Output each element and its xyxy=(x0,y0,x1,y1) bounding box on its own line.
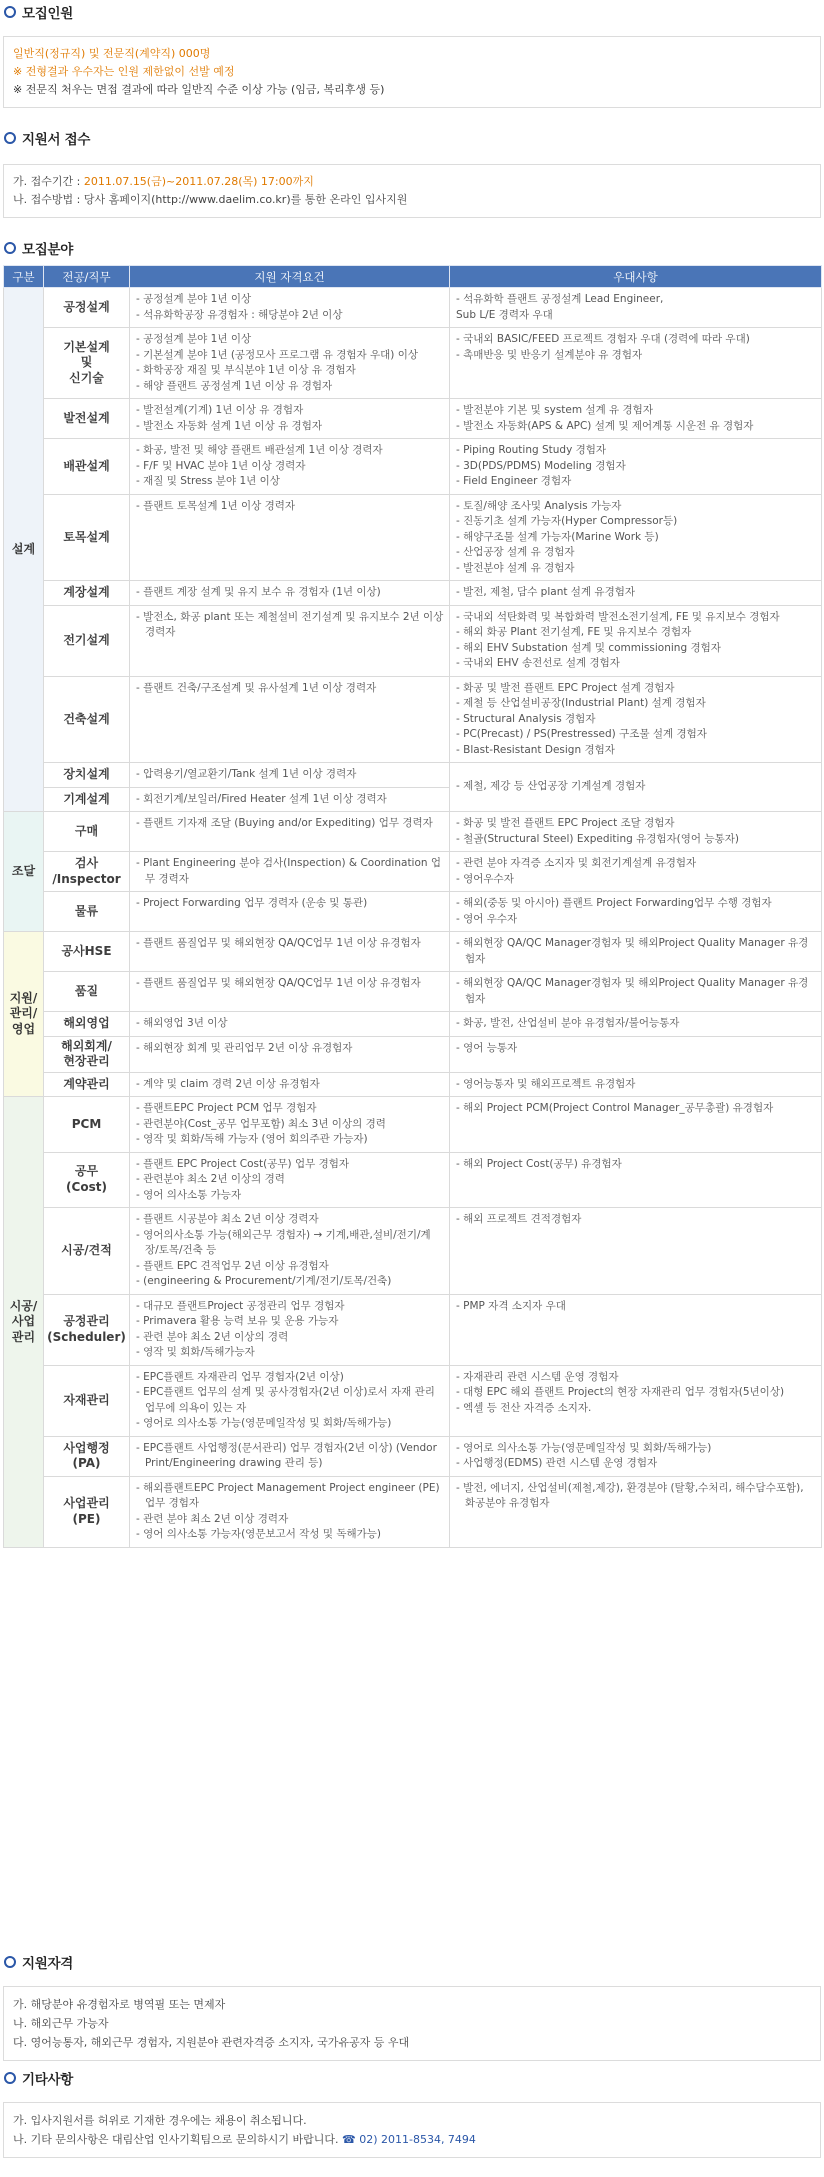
requirement-item: - 플랜트 품질업무 및 해외현장 QA/QC업무 1년 이상 유경험자 xyxy=(136,977,421,989)
preference-item: - 산업공장 설계 유 경험자 xyxy=(456,546,575,558)
preference-item: - 해외 프로젝트 견적경험자 xyxy=(456,1213,582,1225)
requirement-item: - 발전설계(기계) 1년 이상 유 경험자 xyxy=(136,404,304,416)
preferences-cell xyxy=(450,439,822,495)
requirements-cell xyxy=(130,763,450,788)
preferences-list xyxy=(456,610,816,672)
requirements-list xyxy=(136,1370,444,1432)
header-group: 구분 xyxy=(4,266,44,288)
preferences-list xyxy=(456,1212,816,1228)
preferences-cell xyxy=(450,1097,822,1153)
requirements-cell xyxy=(130,605,450,676)
requirements-list xyxy=(136,443,444,490)
preference-item: - 철골(Structural Steel) Expediting 유경험자(영어 능통자) xyxy=(456,832,739,845)
table-row xyxy=(4,852,822,892)
preferences-cell xyxy=(450,399,822,439)
requirements-list xyxy=(136,1157,444,1204)
preference-item: - 해외 Project Cost(공무) 유경험자 xyxy=(456,1157,622,1170)
preferences-cell xyxy=(450,972,822,1012)
requirements-cell xyxy=(130,399,450,439)
position-cell: 기계설계 xyxy=(44,787,130,812)
requirement-item: - 플랜트 EPC Project Cost(공무) 업무 경험자 xyxy=(136,1157,350,1170)
preference-item: - PC(Precast) / PS(Prestressed) 구조물 설계 경험자 xyxy=(456,728,707,740)
requirements-cell xyxy=(130,932,450,972)
qualify-box xyxy=(3,1986,821,2061)
preference-item: - 제철, 제강 등 산업공장 기계설계 경험자 xyxy=(456,780,646,793)
recruit-line1: 일반직(정규직) 및 전문직(계약직) 000명 xyxy=(13,47,211,60)
requirements-cell xyxy=(130,1436,450,1476)
position-cell: 시공/견적 xyxy=(44,1208,130,1295)
requirement-item: - 석유화학공장 유경험자 : 해당분야 2년 이상 xyxy=(136,308,343,321)
requirement-item: - 화학공장 재질 및 부식분야 1년 이상 유 경험자 xyxy=(136,364,356,376)
preferences-cell xyxy=(450,1036,822,1072)
requirement-item: - 관련분야 최소 2년 이상의 경력 xyxy=(136,1173,285,1185)
apply-period xyxy=(13,173,811,191)
preference-item: - 발전분야 설계 유 경험자 xyxy=(456,561,575,574)
requirements-list xyxy=(136,1441,444,1472)
bullet-circle-icon xyxy=(4,2072,16,2084)
preferences-cell xyxy=(450,494,822,581)
requirement-item: - 압력용기/열교환기/Tank 설계 1년 이상 경력자 xyxy=(136,768,357,780)
requirements-list xyxy=(136,681,444,697)
recruit-line2: ※ 전형결과 우수자는 인원 제한없이 선발 예정 xyxy=(13,65,235,78)
requirements-cell xyxy=(130,1365,450,1436)
requirements-cell xyxy=(130,676,450,763)
position-cell: 품질 xyxy=(44,972,130,1012)
preferences-list xyxy=(456,1157,816,1173)
position-cell: 장치설계 xyxy=(44,763,130,788)
requirement-item: - 플랜트 기자재 조달 (Buying and/or Expediting) 업무 경력자 xyxy=(136,817,433,829)
recruit-box xyxy=(3,36,821,108)
group-cell: 지원/ 관리/ 영업 xyxy=(4,932,44,1097)
requirements-cell xyxy=(130,328,450,399)
etc-title: 기타사항 xyxy=(22,2072,73,2088)
requirement-item: - F/F 및 HVAC 분야 1년 이상 경력자 xyxy=(136,459,306,472)
preference-item: - 자재관리 관련 시스템 운영 경험자 xyxy=(456,1370,619,1383)
position-cell: 공무 (Cost) xyxy=(44,1152,130,1208)
qualify-line: 다. 영어능통자, 해외근무 경험자, 지원분야 관련자격증 소지자, 국가유공자 등 우대 xyxy=(13,2036,410,2049)
preferences-list xyxy=(456,1481,816,1512)
table-row xyxy=(4,1294,822,1365)
preferences-cell xyxy=(450,1012,822,1037)
requirement-item: - 계약 및 claim 경력 2년 이상 유경험자 xyxy=(136,1077,320,1090)
table-row xyxy=(4,812,822,852)
position-cell: 자재관리 xyxy=(44,1365,130,1436)
position-cell: 해외회계/ 현장관리 xyxy=(44,1036,130,1072)
table-row xyxy=(4,1152,822,1208)
preferences-list xyxy=(456,292,816,323)
requirement-item: - 공정설계 분야 1년 이상 xyxy=(136,333,252,345)
table-row xyxy=(4,1436,822,1476)
requirement-item: - 영어 의사소통 가능자(영문보고서 작성 및 독해가능) xyxy=(136,1528,382,1540)
table-row xyxy=(4,494,822,581)
requirement-item: - 플랜트 시공분야 최소 2년 이상 경력자 xyxy=(136,1213,319,1225)
requirement-item: - 플랜트 EPC 견적업무 2년 이상 유경험자 xyxy=(136,1259,329,1272)
etc-section xyxy=(0,2070,824,2158)
bullet-circle-icon xyxy=(4,242,16,254)
requirement-item: - 대규모 플랜트Project 공정관리 업무 경험자 xyxy=(136,1299,345,1312)
preference-item: - PMP 자격 소지자 우대 xyxy=(456,1299,566,1312)
preferences-list xyxy=(456,896,816,927)
preferences-list xyxy=(456,1041,816,1057)
preferences-list xyxy=(456,1441,816,1472)
requirements-list xyxy=(136,1041,444,1057)
preference-item: Sub L/E 경력자 우대 xyxy=(456,308,553,321)
preferences-cell xyxy=(450,1072,822,1097)
position-cell: 물류 xyxy=(44,892,130,932)
preference-item: - 발전분야 기본 및 system 설계 유 경험자 xyxy=(456,404,653,416)
preferences-cell xyxy=(450,581,822,606)
position-cell: 계약관리 xyxy=(44,1072,130,1097)
group-cell: 조달 xyxy=(4,812,44,932)
preferences-list xyxy=(456,816,816,847)
apply-heading xyxy=(4,130,824,146)
group-cell: 시공/ 사업 관리 xyxy=(4,1097,44,1548)
header-requirements: 지원 자격요건 xyxy=(130,266,450,288)
requirements-cell xyxy=(130,1072,450,1097)
table-row xyxy=(4,972,822,1012)
preference-item: - 3D(PDS/PDMS) Modeling 경험자 xyxy=(456,459,626,472)
requirement-item: - 플랜트 계장 설계 및 유지 보수 유 경험자 (1년 이상) xyxy=(136,586,381,598)
preference-item: - 관련 분야 자격증 소지자 및 회전기계설계 유경험자 xyxy=(456,857,697,869)
header-position: 전공/직무 xyxy=(44,266,130,288)
requirements-cell xyxy=(130,1294,450,1365)
table-row xyxy=(4,1476,822,1547)
requirements-list xyxy=(136,767,444,783)
preferences-cell xyxy=(450,1152,822,1208)
position-cell: 구매 xyxy=(44,812,130,852)
requirement-item: - 재질 및 Stress 분야 1년 이상 xyxy=(136,475,280,487)
position-cell: 발전설계 xyxy=(44,399,130,439)
preference-item: - 화공 및 발전 플랜트 EPC Project 조달 경험자 xyxy=(456,817,675,829)
position-cell: 사업관리 (PE) xyxy=(44,1476,130,1547)
preference-item: - 영어로 의사소통 가능(영문메일작성 및 회화/독해가능) xyxy=(456,1441,712,1454)
fields-heading xyxy=(4,240,824,256)
requirements-cell xyxy=(130,972,450,1012)
preferences-cell xyxy=(450,676,822,763)
preferences-cell xyxy=(450,852,822,892)
position-cell: PCM xyxy=(44,1097,130,1153)
preferences-cell xyxy=(450,1436,822,1476)
table-row xyxy=(4,605,822,676)
requirement-item: - Plant Engineering 분야 검사(Inspection) & Coordination 업무 경력자 xyxy=(136,857,442,885)
requirements-cell xyxy=(130,787,450,812)
position-cell: 검사 /Inspector xyxy=(44,852,130,892)
preferences-list xyxy=(456,681,816,759)
requirements-cell xyxy=(130,288,450,328)
table-row xyxy=(4,1072,822,1097)
table-header-row xyxy=(4,266,822,288)
requirement-item: - 발전소, 화공 plant 또는 제철설비 전기설계 및 유지보수 2년 이상 경력자 xyxy=(136,610,444,638)
position-cell: 공정관리 (Scheduler) xyxy=(44,1294,130,1365)
etc-box xyxy=(3,2102,821,2158)
preference-item: - 해외 EHV Substation 설계 및 commissioning 경험자 xyxy=(456,641,721,654)
preference-item: - Field Engineer 경험자 xyxy=(456,475,572,487)
bullet-circle-icon xyxy=(4,6,16,18)
requirement-item: - 기본설계 분야 1년 (공정모사 프로그램 유 경험자 우대) 이상 xyxy=(136,348,418,361)
apply-period-label: 가. 접수기간 : xyxy=(13,175,84,188)
fields-section xyxy=(0,240,824,256)
preferences-cell xyxy=(450,1476,822,1547)
requirements-list xyxy=(136,585,444,601)
requirements-list xyxy=(136,499,444,515)
requirement-item: - 회전기계/보일러/Fired Heater 설계 1년 이상 경력자 xyxy=(136,792,387,805)
preference-item: - 발전, 제철, 담수 plant 설계 유경험자 xyxy=(456,586,635,598)
qualify-line: 나. 해외근무 가능자 xyxy=(13,2017,109,2030)
preferences-list xyxy=(456,976,816,1007)
preference-item: - 진동기초 설계 가능자(Hyper Compressor등) xyxy=(456,515,678,527)
etc-line2-text: 나. 기타 문의사항은 대림산업 인사기획팀으로 문의하시기 바랍니다. xyxy=(13,2133,339,2146)
preferences-cell xyxy=(450,892,822,932)
preference-item: - Blast-Resistant Design 경험자 xyxy=(456,743,615,756)
position-cell: 토목설계 xyxy=(44,494,130,581)
table-row xyxy=(4,676,822,763)
requirement-item: - EPC플랜트 업무의 설계 및 공사경험자(2년 이상)로서 자재 관리 업무에 의욕이 있는 자 xyxy=(136,1386,435,1414)
requirements-cell xyxy=(130,1152,450,1208)
recruit-section xyxy=(0,4,824,108)
requirement-item: - 공정설계 분야 1년 이상 xyxy=(136,293,252,305)
table-row xyxy=(4,288,822,328)
preference-item: - 화공 및 발전 플랜트 EPC Project 설계 경험자 xyxy=(456,681,675,694)
preferences-list xyxy=(456,499,816,577)
preferences-list xyxy=(456,585,816,601)
requirements-list xyxy=(136,403,444,434)
preference-item: - 영어 능통자 xyxy=(456,1041,518,1054)
etc-line2 xyxy=(13,2130,811,2149)
preferences-list xyxy=(456,936,816,967)
preferences-cell xyxy=(450,328,822,399)
preference-item: - 사업행정(EDMS) 관련 시스템 운영 경험자 xyxy=(456,1457,658,1469)
table-row xyxy=(4,1208,822,1295)
requirements-list xyxy=(136,1481,444,1543)
preferences-cell xyxy=(450,288,822,328)
requirements-list xyxy=(136,856,444,887)
preference-item: - 국내외 BASIC/FEED 프로젝트 경험자 우대 (경력에 따라 우대) xyxy=(456,333,750,345)
preference-item: - 발전소 자동화(APS & APC) 설계 및 제어계통 시운전 유 경험자 xyxy=(456,419,754,432)
position-cell: 기본설계 및 신기술 xyxy=(44,328,130,399)
phone-number: ☎ 02) 2011-8534, 7494 xyxy=(342,2133,476,2146)
position-cell: 사업행정 (PA) xyxy=(44,1436,130,1476)
requirement-item: - 플랜트 건축/구조설계 및 유사설계 1년 이상 경력자 xyxy=(136,681,377,694)
fields-title: 모집분야 xyxy=(22,242,73,258)
apply-section xyxy=(0,130,824,218)
requirement-item: - 관련분야(Cost_공무 업무포함) 최소 3년 이상의 경력 xyxy=(136,1117,386,1130)
preferences-list xyxy=(456,1370,816,1417)
requirements-cell xyxy=(130,1208,450,1295)
requirements-list xyxy=(136,792,444,808)
requirements-list xyxy=(136,1101,444,1148)
apply-period-value: 2011.07.15(금)~2011.07.28(목) 17:00까지 xyxy=(83,175,314,188)
qualify-section xyxy=(0,1954,824,2061)
requirements-list xyxy=(136,976,444,992)
requirements-cell xyxy=(130,581,450,606)
preferences-list xyxy=(456,1299,816,1315)
table-row xyxy=(4,328,822,399)
requirement-item: - 영어로 의사소통 가능(영문메일작성 및 회화/독해가능) xyxy=(136,1417,392,1429)
requirement-item: - 관련 분야 최소 2년 이상의 경력 xyxy=(136,1330,289,1343)
requirements-list xyxy=(136,1077,444,1093)
position-cell: 전기설계 xyxy=(44,605,130,676)
preferences-list xyxy=(456,856,816,887)
preference-item: - 제철 등 산업설비공장(Industrial Plant) 설계 경험자 xyxy=(456,697,706,709)
requirements-list xyxy=(136,816,444,832)
table-row xyxy=(4,763,822,788)
requirements-cell xyxy=(130,812,450,852)
preference-item: - 해외현장 QA/QC Manager경험자 및 해외Project Quality Manager 유경험자 xyxy=(456,937,809,965)
preference-item: - Piping Routing Study 경험자 xyxy=(456,444,607,456)
table-row xyxy=(4,399,822,439)
requirements-cell xyxy=(130,892,450,932)
table-row xyxy=(4,1036,822,1072)
preferences-list xyxy=(456,779,816,795)
preference-item: - 영어능통자 및 해외프로젝트 유경험자 xyxy=(456,1077,636,1090)
requirement-item: - 플랜트 품질업무 및 해외현장 QA/QC업무 1년 이상 유경험자 xyxy=(136,937,421,949)
preference-item: - 토질/해양 조사및 Analysis 가능자 xyxy=(456,499,622,512)
table-row xyxy=(4,1365,822,1436)
requirements-list xyxy=(136,1016,444,1032)
requirement-item: - 화공, 발전 및 해양 플랜트 배관설계 1년 이상 경력자 xyxy=(136,444,383,456)
preference-item: - 해외(중동 및 아시아) 플랜트 Project Forwarding업무 수행 경험자 xyxy=(456,897,772,909)
preference-item: - 영어우수자 xyxy=(456,872,514,885)
requirements-list xyxy=(136,332,444,394)
preferences-cell xyxy=(450,605,822,676)
recruit-line3: ※ 전문직 처우는 면접 결과에 따라 일반직 수준 이상 가능 (임금, 복리후생 등) xyxy=(13,83,385,96)
etc-line1: 가. 입사지원서를 허위로 기재한 경우에는 채용이 취소됩니다. xyxy=(13,2114,307,2127)
preferences-cell xyxy=(450,763,822,812)
preference-item: - 해양구조물 설계 가능자(Marine Work 등) xyxy=(456,530,659,543)
requirement-item: - 관련 분야 최소 2년 이상 경력자 xyxy=(136,1512,289,1525)
position-cell: 건축설계 xyxy=(44,676,130,763)
preference-item: - 석유화학 플랜트 공정설계 Lead Engineer, xyxy=(456,293,664,305)
requirement-item: - EPC플랜트 자재관리 업무 경험자(2년 이상) xyxy=(136,1370,344,1383)
bullet-circle-icon xyxy=(4,132,16,144)
position-cell: 계장설계 xyxy=(44,581,130,606)
table-row xyxy=(4,932,822,972)
etc-heading xyxy=(4,2070,824,2086)
qualify-heading xyxy=(4,1954,824,1970)
preferences-cell xyxy=(450,932,822,972)
requirements-list xyxy=(136,936,444,952)
preferences-cell xyxy=(450,812,822,852)
preference-item: - Structural Analysis 경험자 xyxy=(456,712,596,725)
preferences-list xyxy=(456,1016,816,1032)
header-preferences: 우대사항 xyxy=(450,266,822,288)
apply-method: 나. 접수방법 : 당사 홈페이지(http://www.daelim.co.kr)를 통한 온라인 입사지원 xyxy=(13,193,408,206)
requirement-item: - EPC플랜트 사업행정(문서관리) 업무 경험자(2년 이상) (Vendor Print/Engineering drawing 관리 등) xyxy=(136,1441,437,1469)
requirement-item: - 발전소 자동화 설계 1년 이상 유 경험자 xyxy=(136,419,322,432)
requirements-list xyxy=(136,1299,444,1361)
requirements-list xyxy=(136,1212,444,1290)
preference-item: - 화공, 발전, 산업설비 분야 유경험자/불어능통자 xyxy=(456,1017,680,1029)
preferences-cell xyxy=(450,1365,822,1436)
requirement-item: - 플랜트EPC Project PCM 업무 경험자 xyxy=(136,1102,317,1114)
qualify-line: 가. 해당분야 유경험자로 병역필 또는 면제자 xyxy=(13,1998,226,2011)
position-cell: 공사HSE xyxy=(44,932,130,972)
preference-item: - 영어 우수자 xyxy=(456,912,518,925)
requirement-item: - 해외영업 3년 이상 xyxy=(136,1017,228,1029)
preferences-list xyxy=(456,403,816,434)
requirements-cell xyxy=(130,1036,450,1072)
requirements-cell xyxy=(130,1012,450,1037)
requirements-list xyxy=(136,292,444,323)
table-row xyxy=(4,1097,822,1153)
position-cell: 배관설계 xyxy=(44,439,130,495)
preference-item: - 발전, 에너지, 산업설비(제철,제강), 환경분야 (탈황,수처리, 해수담수포함), 화공분야 유경험자 xyxy=(456,1481,804,1509)
recruit-title: 모집인원 xyxy=(22,6,73,22)
position-cell: 공정설계 xyxy=(44,288,130,328)
requirements-cell xyxy=(130,1097,450,1153)
requirement-item: - 해외현장 회계 및 관리업무 2년 이상 유경험자 xyxy=(136,1041,353,1054)
apply-title: 지원서 접수 xyxy=(22,132,91,148)
qualify-title: 지원자격 xyxy=(22,1956,73,1972)
preference-item: - 해외현장 QA/QC Manager경험자 및 해외Project Quality Manager 유경험자 xyxy=(456,977,809,1005)
requirement-item: - 해외플랜트EPC Project Management Project engineer (PE)업무 경험자 xyxy=(136,1481,440,1509)
preference-item: - 해외 화공 Plant 전기설계, FE 및 유지보수 경험자 xyxy=(456,626,692,638)
table-row xyxy=(4,581,822,606)
recruit-heading xyxy=(4,4,824,20)
preferences-list xyxy=(456,1101,816,1117)
requirements-cell xyxy=(130,494,450,581)
fields-table xyxy=(3,265,822,1548)
requirement-item: - 플랜트 토목설계 1년 이상 경력자 xyxy=(136,499,296,512)
table-row xyxy=(4,892,822,932)
bullet-circle-icon xyxy=(4,1956,16,1968)
requirement-item: - 해양 플랜트 공정설계 1년 이상 유 경험자 xyxy=(136,379,333,392)
group-cell: 설계 xyxy=(4,288,44,812)
preferences-cell xyxy=(450,1294,822,1365)
apply-box xyxy=(3,164,821,218)
preference-item: - 엑셀 등 전산 자격증 소지자. xyxy=(456,1401,592,1414)
table-row xyxy=(4,1012,822,1037)
requirement-item: - Primavera 활용 능력 보유 및 운용 가능자 xyxy=(136,1315,339,1327)
requirement-item: - Project Forwarding 업무 경력자 (운송 및 통관) xyxy=(136,897,368,909)
table-row xyxy=(4,439,822,495)
requirement-item: - 영어 의사소통 가능자 xyxy=(136,1188,242,1201)
preference-item: - 대형 EPC 해외 플랜트 Project의 현장 자재관리 업무 경험자(5년이상) xyxy=(456,1386,785,1398)
preferences-list xyxy=(456,332,816,363)
preferences-list xyxy=(456,443,816,490)
requirement-item: - 영작 및 회화/독해 가능자 (영어 회의주관 가능자) xyxy=(136,1133,368,1145)
requirement-item: - (engineering & Procurement/기계/전기/토목/건축) xyxy=(136,1275,392,1287)
requirements-list xyxy=(136,896,444,912)
preference-item: - 국내외 석탄화력 및 복합화력 발전소전기설계, FE 및 유지보수 경험자 xyxy=(456,610,780,623)
preference-item: - 촉매반응 및 반응기 설계분야 유 경험자 xyxy=(456,348,643,361)
position-cell: 해외영업 xyxy=(44,1012,130,1037)
preference-item: - 해외 Project PCM(Project Control Manager_공무총괄) 유경험자 xyxy=(456,1102,774,1114)
requirements-cell xyxy=(130,439,450,495)
preferences-cell xyxy=(450,1208,822,1295)
requirement-item: - 영어의사소통 가능(해외근무 경험자) → 기계,배관,설비/전기/계장/토목/건축 등 xyxy=(136,1228,431,1256)
preferences-list xyxy=(456,1077,816,1093)
requirements-cell xyxy=(130,852,450,892)
requirements-cell xyxy=(130,1476,450,1547)
requirement-item: - 영작 및 회화/독해가능자 xyxy=(136,1346,255,1358)
requirements-list xyxy=(136,610,444,641)
preference-item: - 국내외 EHV 송전선로 설계 경험자 xyxy=(456,657,620,669)
